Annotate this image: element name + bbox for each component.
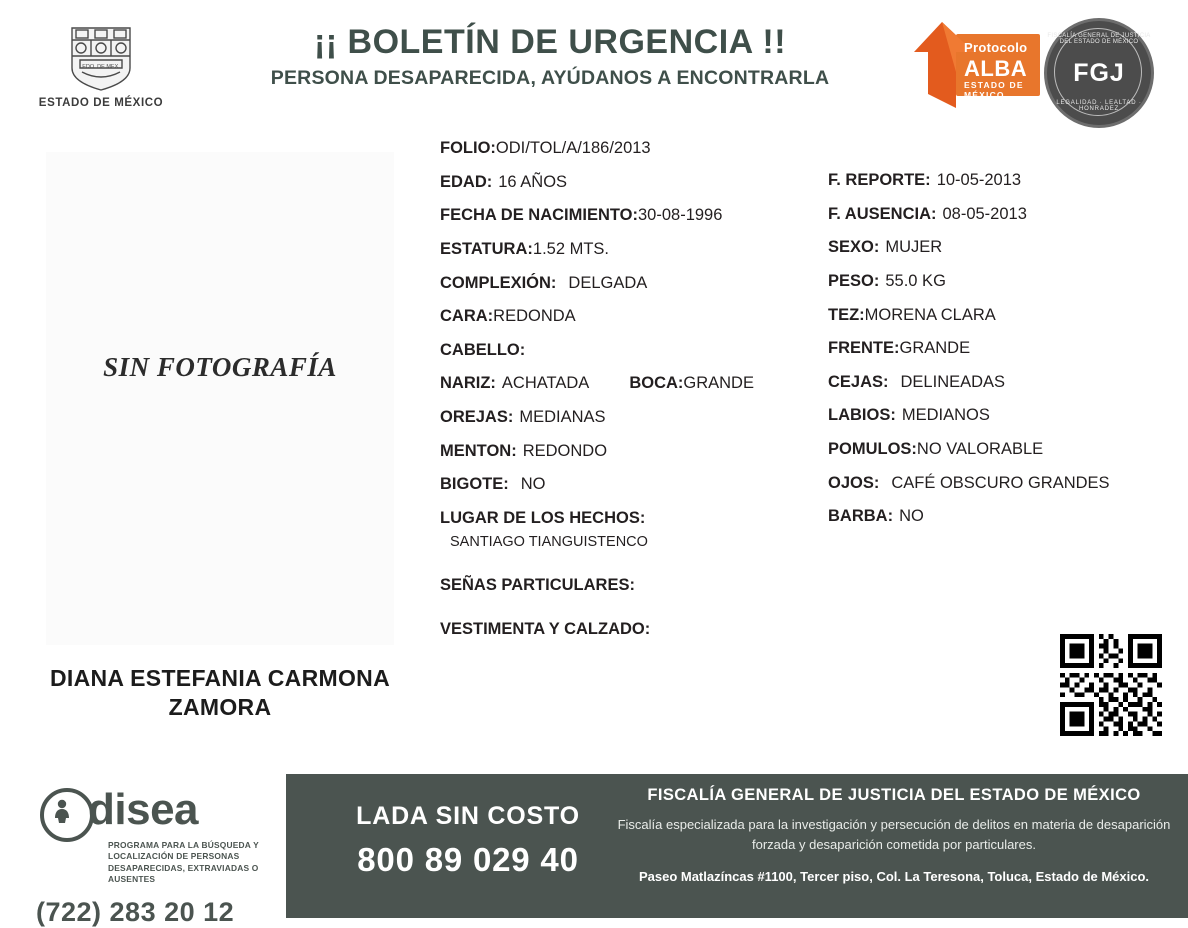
detail-row [440,239,830,260]
alba-line1: Protocolo [964,40,1028,55]
detail-label: EDAD: [440,172,493,191]
detail-row [828,170,1178,191]
detail-value: MUJER [885,238,943,257]
fgj-bottom-text: LEGALIDAD · LEALTAD · HONRADEZ [1056,100,1142,112]
detail-value: GRANDE [899,339,971,358]
detail-label: ESTATURA: [440,239,533,258]
fiscalia-block [616,786,1172,887]
detail-value: MEDIANOS [901,406,990,425]
detail-label: FRENTE: [828,339,900,358]
lada-number: 800 89 029 40 [357,841,579,878]
detail-label: SEXO: [828,238,880,257]
lada-title: LADA SIN COSTO [356,802,580,830]
detail-value: REDONDA [493,307,576,326]
detail-value: SANTIAGO TIANGUISTENCO [450,533,648,550]
detail-value: 16 AÑOS [498,172,568,191]
detail-label: TEZ: [828,305,865,324]
detail-label: CARA: [440,307,494,326]
odisea-subtitle: PROGRAMA PARA LA BÚSQUEDA Y LOCALIZACIÓN DE PERSONAS DESAPARECIDAS, EXTRAVIADAS O AUSENTES [108,840,259,885]
protocolo-alba-logo [912,20,1038,112]
detail-row [828,271,1178,292]
detail-row [828,439,1178,460]
detail-value: NO [899,507,924,526]
detail-row [828,338,1178,359]
detail-row [440,407,830,428]
detail-label: CEJAS: [828,372,889,391]
alba-line2: ALBA [964,56,1028,81]
detail-value-secondary: GRANDE [683,374,754,393]
detail-row [828,305,1178,326]
detail-row [440,138,830,159]
detail-label: FOLIO: [440,139,496,157]
detail-label: OREJAS: [440,408,514,426]
detail-value: MORENA CLARA [864,305,996,324]
detail-label: F. REPORTE: [828,171,931,189]
detail-label: LUGAR DE LOS HECHOS: [440,508,646,527]
odisea-person-icon [53,799,71,823]
detail-row [440,619,830,640]
detail-value: ODI/TOL/A/186/2013 [495,139,651,157]
detail-row [440,575,830,596]
detail-label: COMPLEXIÓN: [440,273,557,292]
detail-row [828,237,1178,258]
odisea-logo-block [36,786,286,928]
detail-value: DELGADA [568,273,648,292]
detail-label: BARBA: [828,507,894,526]
lada-block [318,802,618,879]
state-logo-caption: ESTADO DE MÉXICO [38,97,164,109]
detail-value: 55.0 KG [885,271,946,290]
detail-value: 1.52 MTS. [532,239,610,258]
alba-line3: ESTADO DE MÉXICO [964,80,1024,100]
detail-label: FECHA DE NACIMIENTO: [440,206,638,225]
odisea-phone: (722) 283 20 12 [36,897,235,928]
fgj-initials: FGJ [1073,59,1125,87]
detail-row [440,273,830,294]
detail-row [440,508,830,551]
detail-value: REDONDO [522,441,608,460]
title-block [200,24,900,90]
detail-value: 08-05-2013 [942,204,1027,223]
detail-label: F. AUSENCIA: [828,204,937,223]
fiscalia-title: FISCALÍA GENERAL DE JUSTICIA DEL ESTADO DE MÉXICO [647,786,1141,804]
fgj-logo [1044,18,1154,128]
detail-row [440,441,830,462]
detail-value: NO [520,475,546,494]
detail-row [440,172,830,193]
detail-value: MEDIANAS [519,408,606,426]
person-name: DIANA ESTEFANIA CARMONA ZAMORA [50,665,390,721]
detail-label: SEÑAS PARTICULARES: [440,575,635,594]
detail-row [828,372,1178,393]
detail-label: NARIZ: [440,374,496,393]
odisea-wordmark: disea [88,785,199,834]
state-logo [36,16,166,109]
qr-code-icon [1060,634,1162,736]
fiscalia-address: Paseo Matlazíncas #1100, Tercer piso, Col. La Teresona, Toluca, Estado de México. [638,869,1150,884]
header [0,0,1188,128]
detail-row [440,205,830,226]
details-right-column [828,170,1178,540]
fiscalia-description: Fiscalía especializada para la investigación y persecución de delitos en materia de desaparición forzada y desaparición cometida por particulares. [617,817,1171,852]
detail-row [828,204,1178,225]
detail-label: MENTON: [440,441,517,460]
detail-label: POMULOS: [828,440,917,458]
state-shield-icon [62,16,140,94]
detail-row [828,405,1178,426]
detail-row [440,306,830,327]
detail-label: OJOS: [828,473,880,492]
details-left-column [440,138,830,653]
photo-placeholder [46,152,394,645]
detail-value: CAFÉ OBSCURO GRANDES [891,473,1110,492]
detail-value: ACHATADA [501,374,590,393]
detail-label: CABELLO: [440,340,526,359]
page-subtitle: PERSONA DESAPARECIDA, AYÚDANOS A ENCONTRARLA [270,67,830,90]
photo-placeholder-text: SIN FOTOGRAFÍA [103,352,337,382]
detail-row [440,373,830,394]
detail-row [828,506,1178,527]
detail-label-secondary: BOCA: [629,374,684,393]
page-title: ¡¡ BOLETÍN DE URGENCIA !! [313,23,787,61]
detail-value: 10-05-2013 [936,171,1022,189]
svg-text:EDO. DE MEX.: EDO. DE MEX. [82,64,120,70]
fgj-top-text: FISCALÍA GENERAL DE JUSTICIA DEL ESTADO DE MÉXICO [1047,33,1151,45]
detail-value: 30-08-1996 [638,206,723,225]
detail-row [828,473,1178,494]
detail-value: NO VALORABLE [916,440,1044,458]
detail-value: DELINEADAS [900,372,1006,391]
detail-label: PESO: [828,271,880,290]
detail-row [440,474,830,495]
detail-label: VESTIMENTA Y CALZADO: [440,620,651,639]
detail-label: BIGOTE: [440,475,509,494]
detail-row [440,340,830,361]
detail-label: LABIOS: [828,406,896,425]
